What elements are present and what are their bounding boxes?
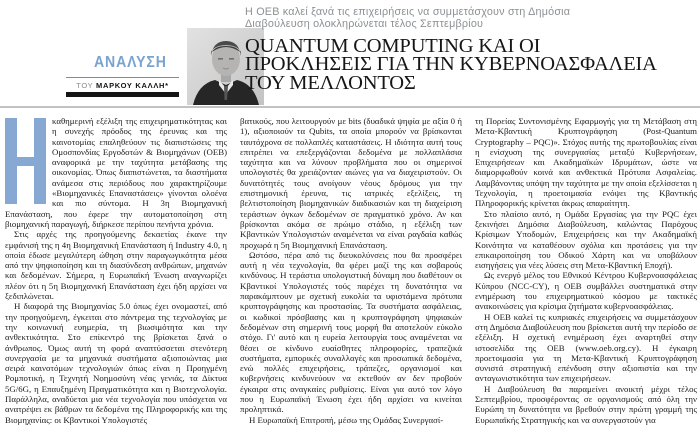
headline-line-2: ΠΡΟΚΛΗΣΕΙΣ ΓΙΑ ΤΗΝ ΚΥΒΕΡΝΟΑΣΦΑΛΕΙΑ — [245, 53, 657, 76]
byline-text — [66, 80, 179, 92]
paragraph: Η διαφορά της Βιομηχανίας 5.0 όπως έχει ονομαστεί, από την προηγούμενη, έγκειται στο πάντρεμα της τεχνολογίας με την κοινωνική ευημερία, τη βιωσιμότητα και την ανθεκτικότητα. Στο επίκεντρό της βρίσκεται ξανά ο άνθρωπος. Όμως αυτή τη φορά αναπτύσσεται στενότερη συνεργασία με τα μηχανικά συστήματα αξιοποιώντας μια σειρά καινοτόμων τεχνολογιών όπως είναι η Προηγμένη Ρομποτική, η Τεχνητή Νοημοσύνη νέας γενιάς, τα Δίκτυα 5G/6G, η Επαυξημένη Πραγματικότητα και η Βιοτεχνολογία. Παράλληλα, αναδύεται μια νέα τεχνολογία που υπόσχεται να ανατρέψει εκ βάθρων τα δεδομένα της Πληροφορικής και της Βιομηχανίας: οι Κβαντικοί Υπολογιστές — [5, 301, 227, 425]
analysis-section-label: ΑΝΑΛΥΣΗ — [94, 54, 167, 71]
text-column-2 — [240, 116, 462, 430]
headline — [245, 34, 697, 94]
paragraph — [5, 116, 227, 229]
headline-line-3: ΤΟΥ ΜΕΛΛΟΝΤΟΣ — [245, 71, 416, 94]
byline — [66, 77, 179, 97]
byline-top-rule — [66, 77, 179, 78]
paragraph: Ως ενεργό μέλος του Εθνικού Κέντρου Κυβερνοασφάλειας Κύπρου (NCC-CY), η ΟΕΒ συμβάλλει συστηματικά στην ενημέρωση του επιχειρηματικού κόσμου με τακτικές ανακοινώσεις για κρίσιμα ζητήματα κυβερνοασφάλειας. — [475, 270, 697, 312]
paragraph: Στο πλαίσιο αυτό, η Ομάδα Εργασίας για την PQC έχει ξεκινήσει Δημόσια Διαβούλευση, καλώντας Παρόχους Κρίσιμων Υποδομών, Επιχειρήσεις και την Ακαδημαϊκή Κοινότητα να καταθέσουν σχόλια και προτάσεις για την επικαιροποίηση του Οδικού Χάρτη και να υποβάλουν εισηγήσεις για νέες λύσεις στη Μετα-Κβαντική Εποχή). — [475, 208, 697, 271]
headline-line-1: QUANTUM COMPUTING ΚΑΙ ΟΙ — [245, 34, 541, 57]
headline-block — [245, 6, 697, 92]
byline-bottom-bar — [66, 92, 179, 97]
paragraph: τη Πορείας Συντονισμένης Εφαρμογής για τη Μετάβαση στη Μετα-Κβαντική Κρυπτογράφηση (Post-Quantum Cryptography – PQC)». Στόχος αυτής της πρωτοβουλίας είναι η ενίσχυση της συνεργασίας μεταξύ Κυβερνήσεων, Επιχειρήσεων και Ακαδημαϊκών Ιδρυμάτων, ώστε να διαμορφωθούν κοινά και ανθεκτικά Πρότυπα Ασφαλείας. Λαμβάνοντας υπόψη την ταχύτητα με την οποία εξελίσσεται η Τεχνολογία, η προετοιμασία ενόψει της Κβαντικής Πληροφορικής κρίνεται άκρως απαραίτητη. — [475, 116, 697, 209]
byline-author-name: ΜΑΡΚΟΥ ΚΑΛΛΗ* — [96, 81, 169, 90]
article-body — [5, 116, 697, 430]
paragraph: Η Ευρωπαϊκή Επιτροπή, μέσω της Ομάδας Συνεργασί- — [249, 414, 444, 425]
paragraph: Η Διαβούλευση θα παραμείνει ανοικτή μέχρι τέλος Σεπτεμβρίου, προσφέροντας σε οργανισμούς από όλη την Ευρώπη τη δυνατότητα να βρεθούν στην πρώτη γραμμή της Ευρωπαϊκής Στρατηγικής και να συνεργαστούν για — [475, 383, 697, 425]
kicker — [245, 6, 697, 31]
paragraph: βατικούς, που λειτουργούν με bits (δυαδικά ψηφία με αξία 0 ή 1), αξιοποιούν τα Qubits, τα οποία μπορούν να βρίσκονται ταυτόχρονα σε πολλαπλές καταστάσεις. Η ιδιότητα αυτή τους επιτρέπει να επεξεργάζονται δεδομένα με πολλαπλάσια ταχύτητα και να λύνουν προβλήματα που οι σημερινοί υπολογιστές θα χρειάζονταν αιώνες για να διαχειριστούν. Οι δυνατότητές τους ανοίγουν νέους δρόμους για την επιστημονική έρευνα, τις ιατρικές εξελίξεις, τη βελτιστοποίηση βιομηχανικών διαδικασιών και τη διαχείριση τεράστιων όγκων δεδομένων σε πραγματικό χρόνο. Αν και βρίσκονται ακόμα σε πρώιμο στάδιο, η εξέλιξη των Κβαντικών Υπολογιστών αναμένεται να είναι ραγδαία καθώς προχωρά η 5η Βιομηχανική Επανάσταση. — [240, 116, 462, 250]
paragraph: Η ΟΕΒ καλεί τις κυπριακές επιχειρήσεις να συμμετάσχουν στη Δημόσια Διαβούλευση που βρίσκεται αυτή την περίοδο σε εξέλιξη. Η σχετική ενημέρωση έχει αναρτηθεί στην ιστοσελίδα της ΟΕΒ (www.oeb.org.cy). Η έγκαιρη προετοιμασία για τη Μετα-Κβαντική Κρυπτογράφηση συνιστά στρατηγική επένδυση στην αξιοπιστία και την ανταγωνιστικότητα των επιχειρήσεων. — [475, 311, 697, 384]
text-column-3 — [475, 116, 697, 430]
byline-prefix: ΤΟΥ — [76, 81, 94, 90]
paragraph: Στις αρχές της προηγούμενης δεκαετίας έκανε την εμφάνισή της η 4η Βιομηχανική Επανάσταση ή Industry 4.0, η οποία έδωσε μεγαλύτερη ώθηση στην παραγωγικότητα μέσα από την ψηφιοποίηση και τη διασύνδεση ανθρώπων, μηχανών και δεδομένων. Σήμερα, η Ευρωπαϊκή Ένωση αναγνωρίζει πλέον ότι η 5η Βιομηχανική Επανάσταση έχει ήδη αρχίσει να ξεδιπλώνεται. — [5, 229, 227, 302]
header-divider-rule — [0, 106, 700, 108]
kicker-line-2: Διαβούλευση ολοκληρώνεται τέλος Σεπτεμβρίου — [245, 18, 484, 31]
kicker-line-1: Η ΟΕΒ καλεί ξανά τις επιχειρήσεις να συμμετάσχουν στη Δημόσια — [245, 6, 571, 18]
paragraph: Ωστόσο, πέρα από τις διευκολύνσεις που θα προσφέρει αυτή η νέα τεχνολογία, θα φέρει μαζί της και σοβαρούς κινδύνους. Η τεράστια υπολογιστική δύναμη που διαθέτουν οι Κβαντικοί Υπολογιστές τούς παρέχει τη δυνατότητα να παρακάμπτουν με σχετική ευκολία τα υφιστάμενα πρότυπα κρυπτογράφησης και προστασίας. Τα συστήματα ασφάλειας, οι κωδικοί πρόσβασης και η κρυπτογράφηση ψηφιακών δεδομένων στη σημερινή τους μορφή θα αποτελούν εύκολο στόχο. Γι' αυτό και η ευρεία λειτουργία τους αναμένεται να θέσει σε κίνδυνο ευαίσθητες πληροφορίες, τραπεζικά συστήματα, εμπορικές συναλλαγές και προσωπικά δεδομένα, ενώ πολλές επιχειρήσεις, τράπεζες, οργανισμοί και κυβερνήσεις κινδυνεύουν να εκτεθούν αν δεν προβούν έγκαιρα στις αναγκαίες ρυθμίσεις. Είναι για αυτό τον λόγο που η Ευρωπαϊκή Ένωση έχει ήδη αρχίσει να κινείται προληπτικά. — [240, 249, 462, 415]
text-column-1 — [5, 116, 227, 430]
paragraph-text: καθημερινή εξέλιξη της επιχειρηματικότητας και η συνεχής πρόοδος της έρευνας και της καινοτομίας επαληθεύουν τις διαπιστώσεις της Ομοσπονδίας Εργοδοτών & Βιομηχάνων (ΟΕΒ) αναφορικά με την ταχύτητα μετάβασης της οικονομίας. Όπως διαπιστώνεται, τα διαστήματα ανάμεσα στις περιόδους που χαρακτηρίζουμε «Βιομηχανικές Επαναστάσεις» γίνονται ολοένα και πιο σύντομα. Η 3η Βιομηχανική Επανάσταση, που έφερε την αυτοματοποίηση στη βιομηχανική παραγωγή, διήρκεσε περίπου πενήντα χρόνια. — [5, 116, 227, 229]
dropcap-letter-eta — [5, 118, 46, 204]
